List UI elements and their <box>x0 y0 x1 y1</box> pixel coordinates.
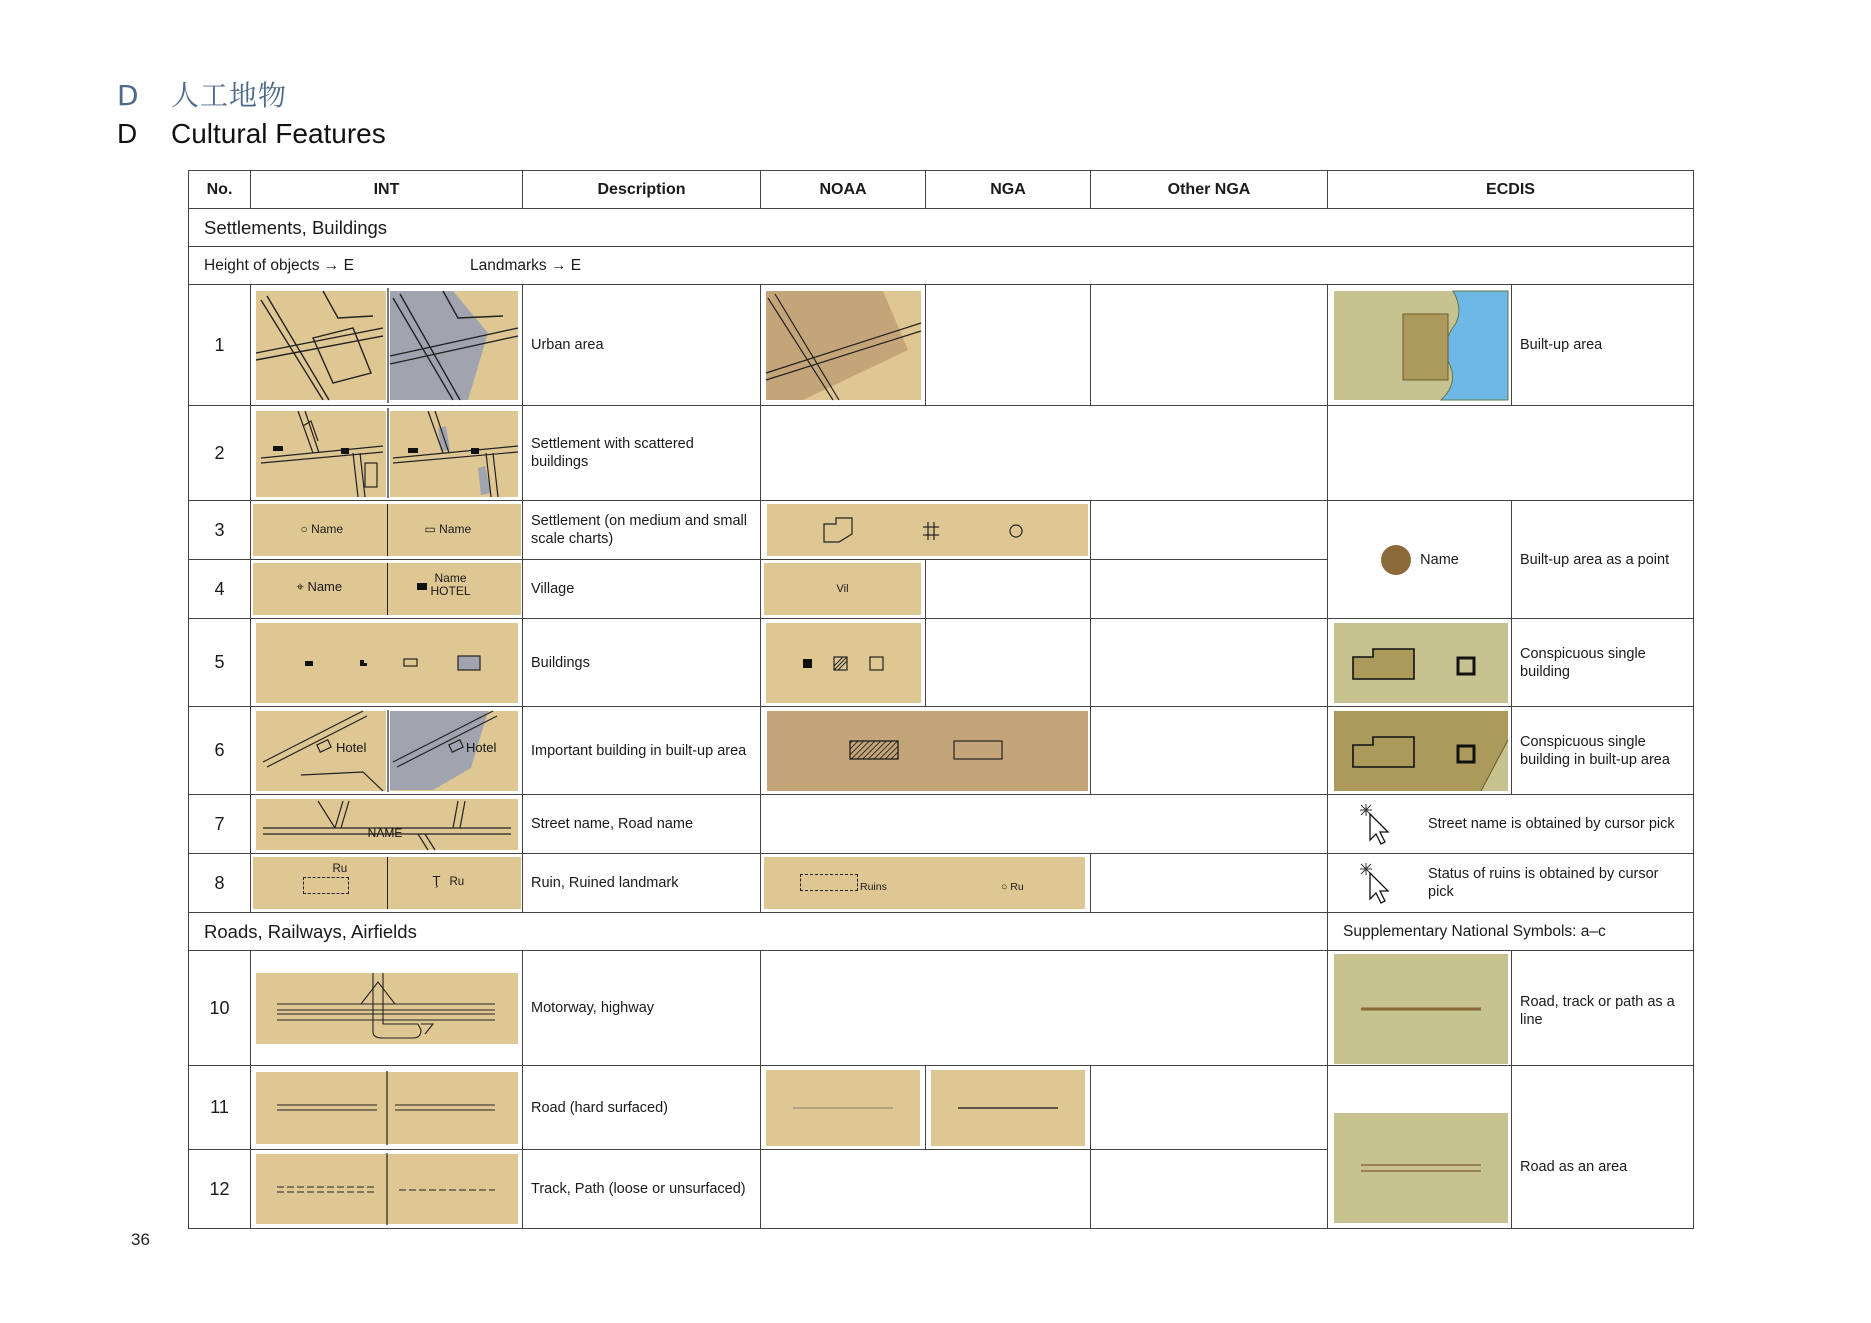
description: Buildings <box>523 619 761 707</box>
description: Village <box>523 560 761 619</box>
col-header-noaa: NOAA <box>761 171 926 209</box>
int-symbol <box>251 619 523 707</box>
noaa-symbol <box>761 1066 926 1150</box>
row-number: 8 <box>189 854 251 913</box>
ecdis-cell <box>1328 854 1694 913</box>
ecdis-symbol <box>1328 951 1512 1066</box>
ruin-int-symbol: Ru Ţ Ru <box>253 857 521 909</box>
col-header-ecdis: ECDIS <box>1328 171 1694 209</box>
nga-symbol <box>926 1066 1091 1150</box>
ecdis-description: Conspicuous single building in built-up area <box>1512 707 1694 795</box>
name-label: Name <box>311 522 344 536</box>
supplementary-note: Supplementary National Symbols: a–c <box>1328 913 1694 951</box>
nga-symbol <box>926 560 1091 619</box>
settlement-int-symbol: ○ Name ▭ Name <box>253 504 521 556</box>
description: Track, Path (loose or unsurfaced) <box>523 1150 761 1229</box>
noaa-symbol <box>761 560 926 619</box>
buildings-int-symbol <box>253 622 521 704</box>
motorway-int-symbol <box>253 972 521 1045</box>
road-line-ecdis-symbol <box>1331 953 1509 1065</box>
table-row <box>189 619 1694 707</box>
ecdis-symbol <box>1328 619 1512 707</box>
track-path-int-symbol <box>253 1153 521 1225</box>
other-nga-symbol <box>1091 501 1328 560</box>
street-name-int-symbol <box>253 798 521 851</box>
row-number: 11 <box>189 1066 251 1150</box>
col-header-nga: NGA <box>926 171 1091 209</box>
ecdis-symbol <box>1328 501 1512 619</box>
ecdis-cell <box>1328 795 1694 854</box>
int-symbol <box>251 707 523 795</box>
vil-label: Vil <box>836 583 849 595</box>
ecdis-symbol <box>1328 285 1512 406</box>
ecdis-symbol <box>1328 707 1512 795</box>
other-nga-symbol <box>1091 1150 1328 1229</box>
building-icon <box>417 583 427 590</box>
ecdis-description: Conspicuous single building <box>1512 619 1694 707</box>
name-label: Name <box>439 522 472 536</box>
ecdis-description: Status of ruins is obtained by cursor pick <box>1428 866 1659 900</box>
noaa-symbol <box>761 501 1091 560</box>
important-building-int-symbol <box>253 710 521 792</box>
ru-label: Ru <box>1010 881 1024 893</box>
urban-area-int-symbol <box>253 288 521 403</box>
table-header-row <box>189 171 1694 209</box>
ru-label: Ru <box>332 863 348 875</box>
row-number: 10 <box>189 951 251 1066</box>
table-row <box>189 854 1694 913</box>
col-header-other-nga: Other NGA <box>1091 171 1328 209</box>
heading-english <box>117 118 386 150</box>
ref-landmarks: Landmarks → E <box>470 256 582 274</box>
section-label: Settlements, Buildings <box>189 209 1694 247</box>
table-row <box>189 951 1694 1066</box>
scattered-settlement-int-symbol <box>253 408 521 498</box>
buildings-noaa-symbol <box>763 622 923 704</box>
reference-row <box>189 247 1694 285</box>
int-symbol <box>251 951 523 1066</box>
description: Settlement with scattered buildings <box>523 406 761 501</box>
table-row <box>189 795 1694 854</box>
section-code-en: D <box>117 118 138 149</box>
description: Ruin, Ruined landmark <box>523 854 761 913</box>
road-area-ecdis-symbol <box>1331 1112 1509 1224</box>
description: Road (hard surfaced) <box>523 1066 761 1150</box>
ecdis-symbol <box>1328 1066 1512 1229</box>
built-up-area-ecdis-symbol <box>1331 288 1509 403</box>
road-hard-noaa-symbol <box>763 1069 923 1147</box>
other-nga-symbol <box>1091 285 1328 406</box>
ecdis-description: Road, track or path as a line <box>1512 951 1694 1066</box>
int-symbol <box>251 795 523 854</box>
page-number: 36 <box>131 1230 150 1249</box>
other-nga-symbol <box>1091 1066 1328 1150</box>
int-symbol <box>251 1066 523 1150</box>
description: Motorway, highway <box>523 951 761 1066</box>
built-up-point-ecdis-symbol <box>1328 544 1511 576</box>
row-number: 12 <box>189 1150 251 1229</box>
noaa-symbol <box>761 285 926 406</box>
int-symbol <box>251 1150 523 1229</box>
col-header-no: No. <box>189 171 251 209</box>
int-symbol <box>251 501 523 560</box>
hotel-label: Hotel <box>335 739 366 755</box>
road-hard-int-symbol <box>253 1071 521 1145</box>
noaa-symbol <box>761 854 1091 913</box>
name-label: Name <box>307 579 343 594</box>
conspicuous-building-ecdis-symbol <box>1331 622 1509 704</box>
hotel-label: HOTEL <box>430 584 471 598</box>
urban-area-noaa-symbol <box>763 288 923 403</box>
important-building-noaa-symbol <box>764 710 1088 792</box>
street-name-label: NAME <box>367 825 402 840</box>
ruins-label: Ruins <box>860 881 887 893</box>
name-label: Name <box>434 571 467 585</box>
ecdis-description: Road as an area <box>1512 1066 1694 1229</box>
other-nga-symbol <box>1091 560 1328 619</box>
noaa-symbol <box>761 707 1091 795</box>
table-row <box>189 285 1694 406</box>
table-row <box>189 707 1694 795</box>
noaa-nga-blank <box>761 1150 1091 1229</box>
village-int-symbol: ⌖ Name Name HOTEL <box>253 563 521 615</box>
col-header-int: INT <box>251 171 523 209</box>
description: Important building in built-up area <box>523 707 761 795</box>
cursor-pick-icon <box>1358 802 1398 846</box>
symbols-table <box>188 170 1694 1229</box>
village-noaa-symbol <box>764 563 921 615</box>
int-symbol <box>251 560 523 619</box>
row-number: 6 <box>189 707 251 795</box>
int-symbol <box>251 854 523 913</box>
nga-symbol <box>926 285 1091 406</box>
hotel-label: Hotel <box>465 739 496 755</box>
other-nga-symbol <box>1091 619 1328 707</box>
col-header-description: Description <box>523 171 761 209</box>
table-row <box>189 406 1694 501</box>
name-label: Name <box>1420 551 1459 568</box>
noaa-nga-blank <box>761 795 1328 854</box>
description: Settlement (on medium and small scale charts) <box>523 501 761 560</box>
row-number: 2 <box>189 406 251 501</box>
description: Urban area <box>523 285 761 406</box>
noaa-symbol <box>761 619 926 707</box>
int-symbol <box>251 406 523 501</box>
table-row <box>189 1066 1694 1150</box>
conspicuous-building-builtup-ecdis-symbol <box>1331 710 1509 792</box>
section-row-roads <box>189 913 1694 951</box>
section-title-en: Cultural Features <box>171 118 386 149</box>
other-nga-symbol <box>1091 854 1328 913</box>
row-number: 7 <box>189 795 251 854</box>
noaa-nga-blank <box>761 406 1328 501</box>
row-number: 5 <box>189 619 251 707</box>
heading-chinese <box>117 74 287 114</box>
road-hard-nga-symbol <box>928 1069 1088 1147</box>
ru-label: Ru <box>449 876 465 888</box>
ecdis-description: Street name is obtained by cursor pick <box>1428 816 1675 832</box>
row-number: 4 <box>189 560 251 619</box>
description: Street name, Road name <box>523 795 761 854</box>
section-row-settlements <box>189 209 1694 247</box>
nga-symbol <box>926 619 1091 707</box>
ecdis-description: Built-up area <box>1512 285 1694 406</box>
section-label: Roads, Railways, Airfields <box>189 913 1328 951</box>
table-row <box>189 501 1694 560</box>
settlement-noaa-symbol <box>764 504 1088 556</box>
section-code: D <box>117 79 140 112</box>
noaa-nga-blank <box>761 951 1328 1066</box>
other-nga-symbol <box>1091 707 1328 795</box>
ecdis-blank <box>1328 406 1694 501</box>
ruin-noaa-symbol: Ruins ○ Ru <box>764 857 1085 909</box>
section-title-cn: 人工地物 <box>171 79 288 112</box>
point-dot-icon <box>1380 544 1412 576</box>
ecdis-description: Built-up area as a point <box>1512 501 1694 619</box>
int-symbol <box>251 285 523 406</box>
ref-height: Height of objects → E <box>204 256 354 274</box>
row-number: 1 <box>189 285 251 406</box>
cursor-pick-icon <box>1358 861 1398 905</box>
row-number: 3 <box>189 501 251 560</box>
